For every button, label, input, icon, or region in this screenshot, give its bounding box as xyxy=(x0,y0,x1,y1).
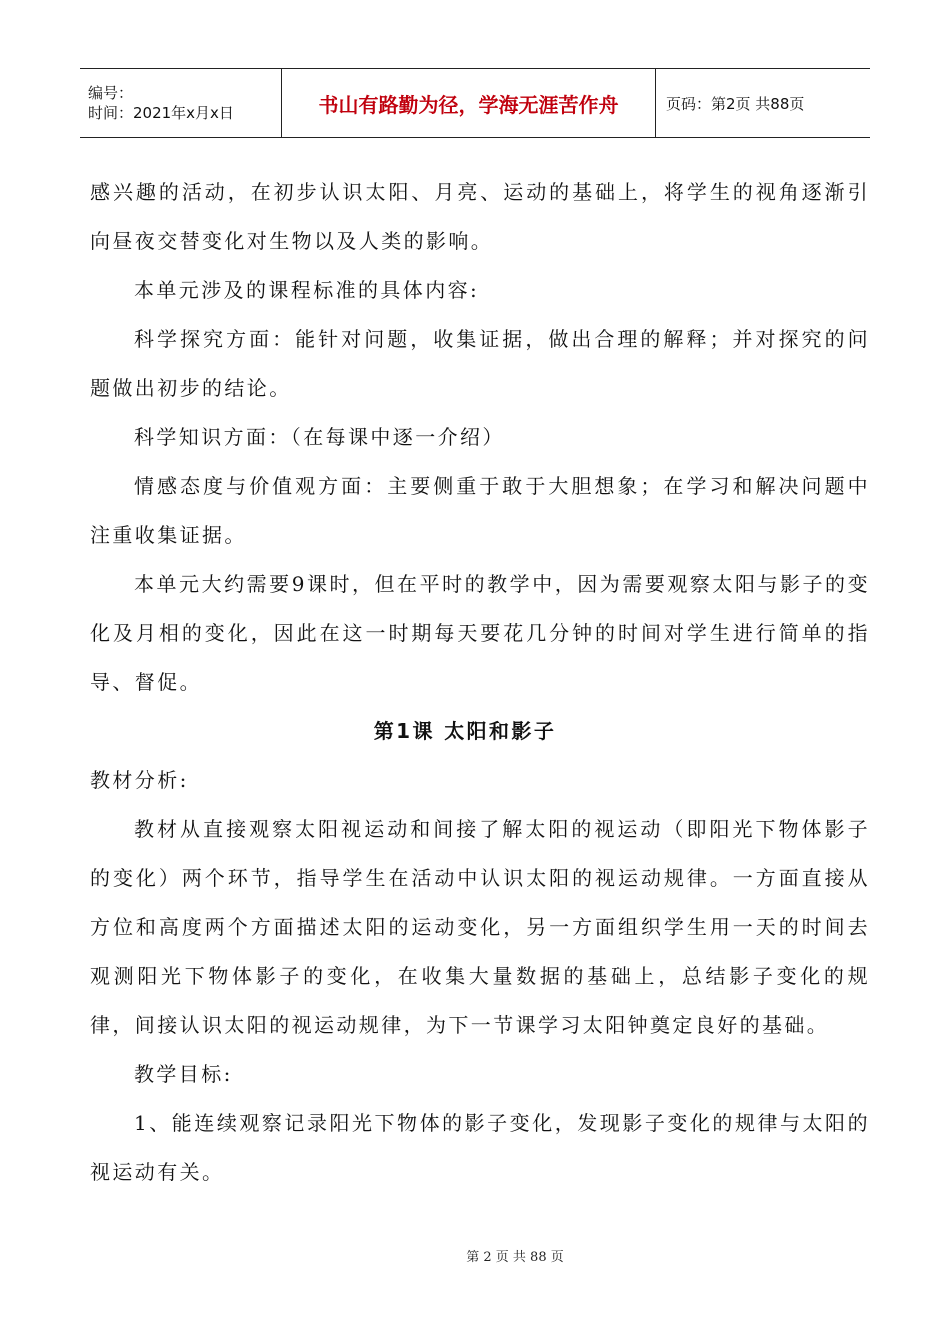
paragraph-attitude: 情感态度与价值观方面：主要侧重于敢于大胆想象；在学习和解决问题中注重收集证据。 xyxy=(90,474,870,547)
page-header xyxy=(80,68,870,138)
paragraph-objective-1: 1、能连续观察记录阳光下物体的影子变化，发现影子变化的规律与太阳的视运动有关。 xyxy=(90,1111,870,1184)
paragraph-standards-intro: 本单元涉及的课程标准的具体内容: xyxy=(134,278,480,302)
footer-page-number: 第 2 页 共 88 页 xyxy=(466,1250,564,1265)
doc-number-label: 编号： xyxy=(88,84,134,102)
motto-text: 书山有路勤为径，学海无涯苦作舟 xyxy=(318,92,619,117)
page-footer xyxy=(0,1246,950,1265)
paragraph-continuation: 感兴趣的活动，在初步认识太阳、月亮、运动的基础上，将学生的视角逐渐引向昼夜交替变化对生物以及人类的影响。 xyxy=(90,180,870,253)
header-motto xyxy=(282,69,656,137)
section-label-analysis: 教材分析: xyxy=(90,768,189,792)
document-body xyxy=(90,168,870,1197)
section-label-objectives: 教学目标: xyxy=(134,1062,233,1086)
paragraph-analysis: 教材从直接观察太阳视运动和间接了解太阳的视运动（即阳光下物体影子的变化）两个环节，指导学生在活动中认识太阳的视运动规律。一方面直接从方位和高度两个方面描述太阳的运动变化，另一方面组织学生用一天的时间去观测阳光下物体影子的变化，在收集大量数据的基础上，总结影子变化的规律，间接认识太阳的视运动规律，为下一节课学习太阳钟奠定良好的基础。 xyxy=(90,817,870,1037)
paragraph-knowledge: 科学知识方面：（在每课中逐一介绍） xyxy=(134,425,505,449)
paragraph-schedule: 本单元大约需要9课时，但在平时的教学中，因为需要观察太阳与影子的变化及月相的变化，因此在这一时期每天要花几分钟的时间对学生进行简单的指导、督促。 xyxy=(90,572,870,694)
page-info-text: 页码：第2页 共88页 xyxy=(666,94,805,113)
paragraph-inquiry: 科学探究方面：能针对问题，收集证据，做出合理的解释；并对探究的问题做出初步的结论。 xyxy=(90,327,870,400)
header-page-info xyxy=(656,69,870,137)
doc-date-label: 时间：2021年x月x日 xyxy=(88,104,234,122)
lesson-heading: 第1课 太阳和影子 xyxy=(373,719,557,743)
header-meta xyxy=(80,69,282,137)
